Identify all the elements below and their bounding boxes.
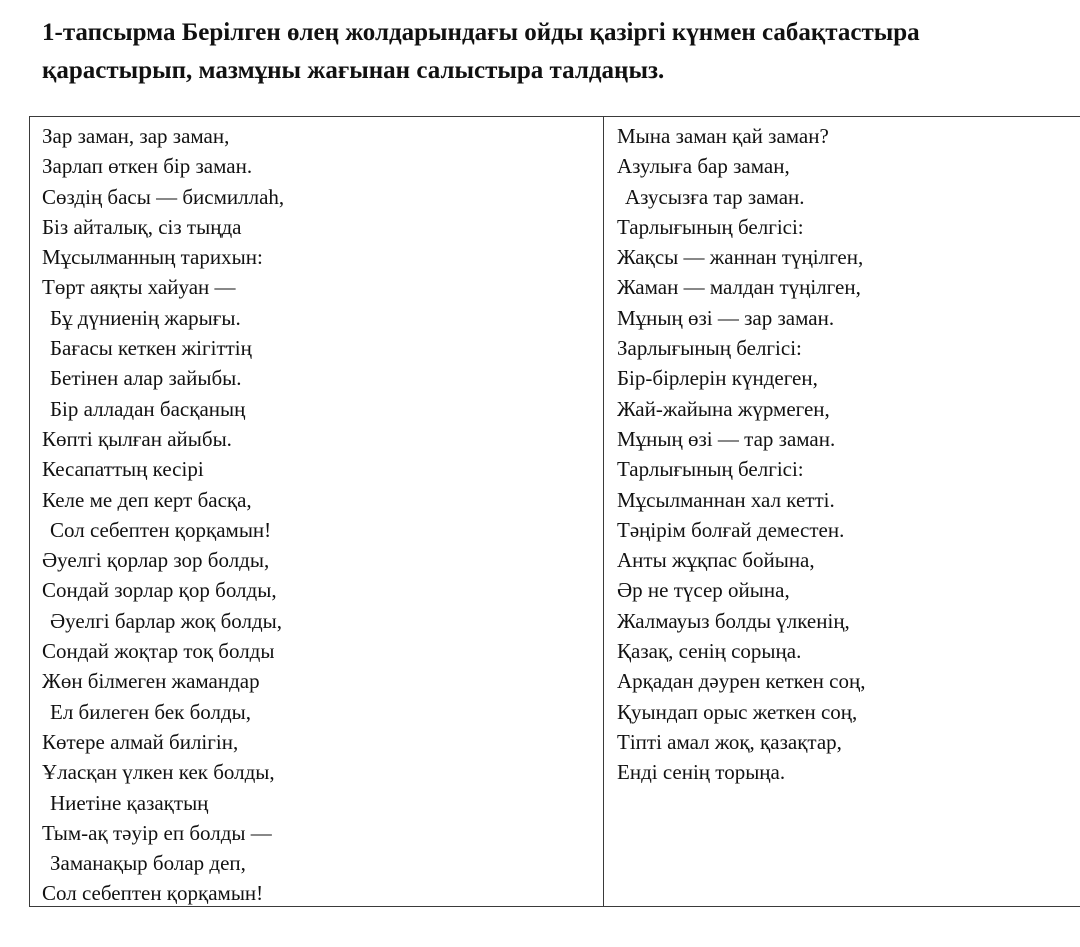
- poem-line: Азусызға тар заман.: [625, 184, 805, 209]
- poem-line: Ел билеген бек болды,: [50, 699, 252, 724]
- poem-line: Сол себептен қорқамын!: [42, 881, 264, 906]
- poem-line: Біз айталық, сіз тыңда: [42, 214, 242, 239]
- poem-line: Әуелгі барлар жоқ болды,: [50, 608, 283, 633]
- poem-line: Келе ме деп керт басқа,: [42, 487, 252, 512]
- poem-line: Көпті қылған айыбы.: [42, 426, 232, 451]
- poem-line: Енді сенің торыңа.: [617, 760, 786, 785]
- poem-line: Ниетіне қазақтың: [50, 790, 209, 815]
- poem-line: Көтере алмай билігін,: [42, 729, 239, 754]
- poem-line: Сондай жоқтар тоқ болды: [42, 639, 275, 664]
- poem-line: Анты жұқпас бойына,: [617, 548, 815, 573]
- poem-line: Мұсылманнан хал кетті.: [617, 487, 835, 512]
- poem-line: Мына заман қай заман?: [617, 124, 829, 148]
- poem-line: Ұласқан үлкен кек болды,: [42, 760, 275, 785]
- poem-line: Жалмауыз болды үлкенің,: [617, 608, 850, 633]
- poem-line: Мұның өзі — тар заман.: [617, 426, 836, 451]
- poem-line: Жөн білмеген жамандар: [42, 669, 260, 694]
- poem-line: Әуелгі қорлар зор болды,: [42, 548, 270, 573]
- column-divider: [603, 117, 604, 906]
- poem-line: Тым-ақ тәуір еп болды —: [42, 820, 272, 845]
- poem-line: Сөздің басы — бисмиллаһ,: [42, 184, 285, 209]
- poem-line: Жай-жайына жүрмеген,: [617, 396, 830, 421]
- poem-line: Азулыға бар заман,: [617, 154, 790, 179]
- poem-line: Зарлап өткен бір заман.: [42, 154, 253, 179]
- poem-line: Сол себептен қорқамын!: [50, 517, 272, 542]
- poem-line: Сондай зорлар қор болды,: [42, 578, 277, 603]
- poem-line: Тарлығының белгісі:: [617, 214, 804, 239]
- poem-line: Мұсылманның тарихын:: [42, 245, 263, 270]
- poem-line: Заманақыр болар деп,: [50, 851, 246, 876]
- poem-line: Жақсы — жаннан түңілген,: [617, 245, 864, 270]
- poem-line: Тарлығының белгісі:: [617, 457, 804, 482]
- poem-line: Қуындап орыс жеткен соң,: [617, 699, 858, 724]
- poem-right-column: [617, 121, 865, 788]
- poem-line: Бетінен алар зайыбы.: [50, 366, 242, 391]
- task-heading-line-1: 1-тапсырма Берілген өлең жолдарындағы ойды қазіргі күнмен сабақтастыра: [42, 19, 920, 46]
- task-heading: [42, 14, 1072, 90]
- poem-line: Бұ дүниенің жарығы.: [50, 305, 241, 330]
- task-heading-line-2: қарастырып, мазмұны жағынан салыстыра талдаңыз.: [42, 57, 665, 84]
- poem-table: [29, 116, 1080, 907]
- poem-line: Зарлығының белгісі:: [617, 336, 802, 361]
- poem-line: Тәңірім болғай деместен.: [617, 517, 845, 542]
- poem-line: Жаман — малдан түңілген,: [617, 275, 861, 300]
- poem-line: Қазақ, сенің сорыңа.: [617, 639, 802, 664]
- poem-left-column: [42, 121, 284, 909]
- poem-line: Әр не түсер ойына,: [617, 578, 790, 603]
- poem-line: Арқадан дәурен кеткен соң,: [617, 669, 866, 694]
- poem-line: Зар заман, зар заман,: [42, 124, 230, 148]
- poem-line: Кесапаттың кесірі: [42, 457, 204, 482]
- poem-line: Бір алладан басқаның: [50, 396, 246, 421]
- poem-line: Мұның өзі — зар заман.: [617, 305, 835, 330]
- poem-line: Төрт аяқты хайуан —: [42, 275, 236, 300]
- poem-line: Бағасы кеткен жігіттің: [50, 336, 252, 361]
- poem-line: Тіпті амал жоқ, қазақтар,: [617, 729, 842, 754]
- poem-line: Бір-бірлерін күндеген,: [617, 366, 818, 391]
